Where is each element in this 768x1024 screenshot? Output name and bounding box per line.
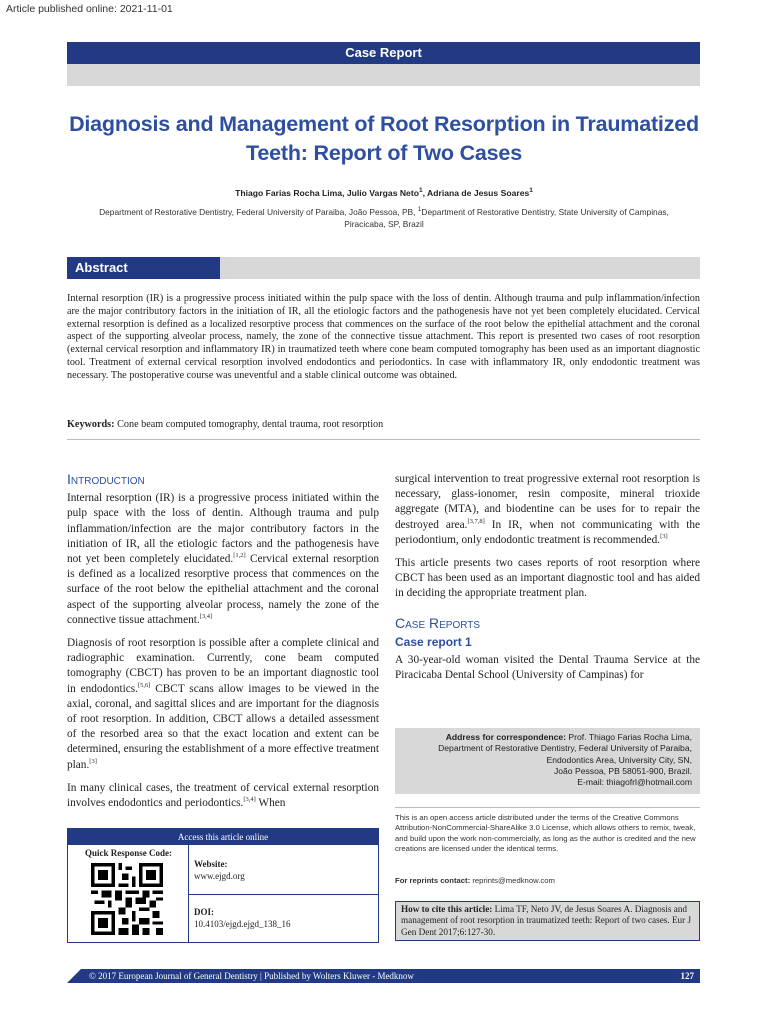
abstract-heading: Abstract (67, 257, 220, 279)
abstract-text: Internal resorption (IR) is a progressive process initiated within the pulp space with the loss of dentin. Although trauma and pulp inflammation/infection are the major contributory factors in the initiation of IR, all the etiologic factors and the pathogenesis have not yet been completely elucidated. Cervical external resorption is defined as a localized resorptive process that commences on the surface of the root below the epithelial attachment and the coronal aspect of the supporting alveolar process, namely, the zone of the connective tissue attachment. This report is presented two cases of root resorption (external cervical resorption and inflammatory IR) in traumatized teeth where cone beam computed tomography has been used as an important diagnostic tool. Treatment of external cervical resorption involved endodontics and periodontics. In case with inflammatory IR, only endodontic treatment was necessary. The postoperative course was uneventful and a stable clinical outcome was obtained. (67, 293, 700, 381)
open-access-divider (395, 807, 700, 808)
footer-copyright: © 2017 European Journal of General Dentistry | Published by Wolters Kluwer - Medknow (89, 971, 414, 981)
access-online-box (67, 828, 379, 943)
intro-paragraph-1: Internal resorption (IR) is a progressive process initiated within the pulp space with the loss of dentin. Although trauma and pulp inflammation/infection are the major contributory factors in the initiation of IR, all the etiologic factors and the pathogenesis have not yet been completely elucidated.[1,2] Cervical external resorption is defined as a localized resorptive process that commences on the surface of the root below the epithelial attachment and the coronal aspect of the supporting alveolar process, namely the zone of the connective tissue attachment.[3,4] (67, 492, 379, 626)
doi-label: DOI: (194, 907, 214, 917)
intro-paragraph-3: In many clinical cases, the treatment of cervical external resorption involves endodontics and periodontics.[3,4] When (67, 781, 379, 810)
correspondence-email[interactable]: E-mail: thiagofrl@hotmail.com (577, 777, 692, 788)
correspondence-box: Address for correspondence: Prof. Thiago Farias Rocha Lima, Department of Restorative Dentistry, Federal University of Paraiba, Endodontics Area, University City, SN, João Pessoa, PB 58051-900, Brazil. E-mail: thiagofrl@hotmail.com (395, 728, 700, 794)
citation-box: How to cite this article: Lima TF, Neto JV, de Jesus Soares A. Diagnosis and management of root resorption in traumatized teeth: Report of two cases. Eur J Gen Dent 2017;6:127-30. (395, 901, 700, 941)
affiliations: Department of Restorative Dentistry, Federal University of Paraiba, João Pessoa, PB, $^1$Department of Restorative Dentistry, State University of Campinas, Piracicaba, SP, Brazil (99, 206, 669, 229)
article-type-banner: Case Report (67, 42, 700, 64)
access-title: Access this article online (68, 829, 378, 845)
qr-code-icon[interactable] (91, 863, 163, 935)
introduction-heading: Introduction (67, 471, 145, 487)
article-title: Diagnosis and Management of Root Resorption in Traumatized Teeth: Report of Two Cases (69, 112, 699, 165)
doi-link[interactable]: 10.4103/ejgd.ejgd_138_16 (194, 919, 291, 929)
right-paragraph-2: This article presents two cases reports of root resorption where CBCT has been used as an important diagnostic tool and has aided in deciding the appropriate treatment plan. (395, 557, 700, 600)
abstract-grey-strip (220, 257, 700, 279)
left-column (67, 472, 379, 819)
intro-paragraph-2: Diagnosis of root resorption is possible after a complete clinical and radiographic examination. Currently, cone beam computed tomography (CBCT) has proven to be an important diagnostic tool in endodontics.[5,6] CBCT scans allow images to be viewed in the axial, coronal, and sagittal slices and are important for the diagnosis of root resorption. In addition, CBCT allows a detailed assessment of the resorbed area so that the exact location and extent can be determined, ensuring the establishment of a more effective treatment plan.[3] (67, 637, 379, 771)
author-list: Thiago Farias Rocha Lima, Julio Vargas Neto$^1$, Adriana de Jesus Soares$^1$ (235, 187, 533, 198)
case-report-1-heading: Case report 1 (395, 634, 472, 649)
right-paragraph-1: surgical intervention to treat progressive external root resorption is necessary, glass-ionomer, resin composite, mineral trioxide aggregate (MTA), and biodentine can be uses for to repair the destroyed area.[3,7,8] In IR, when not communicating with the periodontium, only endodontic treatment is recommended.[3] (395, 473, 701, 546)
footer-corner-notch (67, 969, 81, 983)
banner-grey-strip (67, 64, 700, 86)
right-column (395, 472, 700, 691)
case-report-1-text: A 30-year-old woman visited the Dental Trauma Service at the Piracicaba Dental School (University of Campinas) for (395, 654, 700, 682)
qr-label: Quick Response Code: (85, 848, 173, 858)
reprints-contact: For reprints contact: reprints@medknow.com (395, 876, 555, 885)
footer-bar (67, 969, 700, 983)
website-label: Website: (194, 859, 228, 869)
access-horizontal-divider (188, 894, 379, 895)
publication-date: Article published online: 2021-11-01 (6, 3, 173, 15)
case-reports-heading: Case Reports (395, 614, 481, 631)
page-number: 127 (680, 971, 694, 981)
open-access-notice: This is an open access article distributed under the terms of the Creative Commons Attribution-NonCommercial-ShareAlike 3.0 License, which allows others to remix, tweak, and build upon the work non-commercially, as long as the author is credited and the new creations are licensed under the identical terms. (395, 813, 696, 854)
website-link[interactable]: www.ejgd.org (194, 871, 245, 881)
keywords-divider (67, 439, 700, 440)
keywords: Keywords: Cone beam computed tomography, dental trauma, root resorption (67, 419, 384, 430)
